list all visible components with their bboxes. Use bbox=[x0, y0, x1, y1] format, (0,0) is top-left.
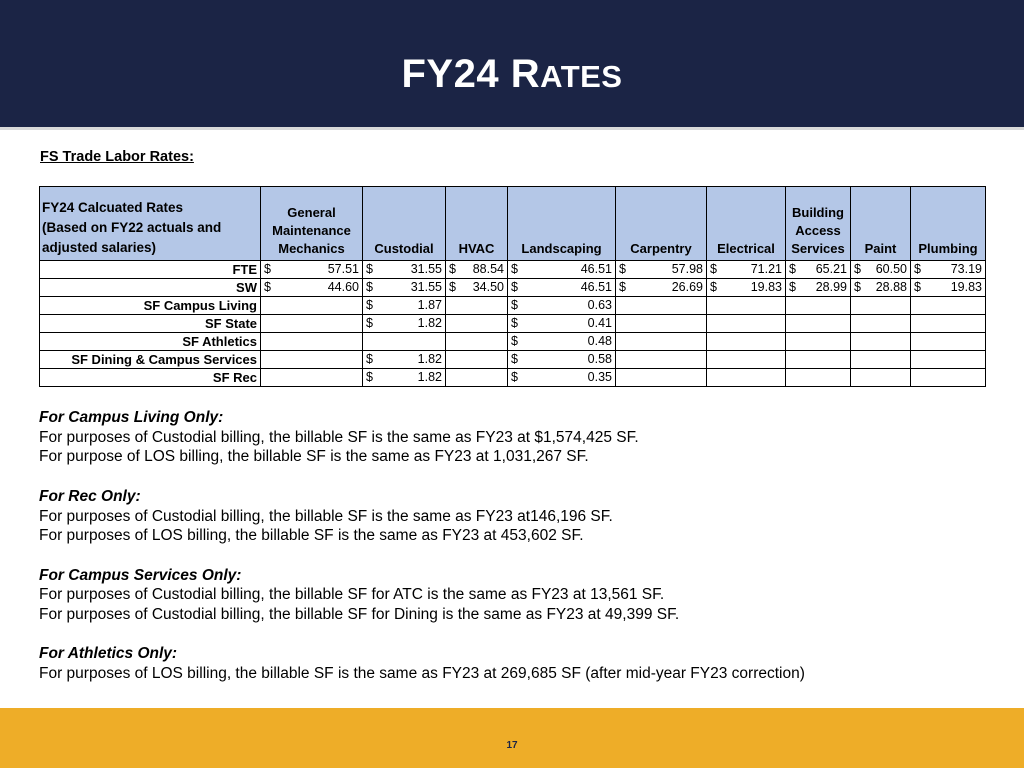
currency-symbol: $ bbox=[366, 262, 373, 276]
table-cell bbox=[911, 351, 986, 369]
table-cell bbox=[616, 351, 707, 369]
column-header-line: HVAC bbox=[458, 241, 495, 256]
table-cell bbox=[786, 297, 851, 315]
currency-symbol: $ bbox=[710, 262, 717, 276]
currency-symbol: $ bbox=[366, 370, 373, 384]
note-block bbox=[39, 408, 805, 467]
table-cell bbox=[508, 333, 616, 351]
note-block bbox=[39, 644, 805, 683]
note-line: For purposes of Custodial billing, the billable SF for ATC is the same as FY23 at 13,561 SF. bbox=[39, 586, 665, 604]
column-header bbox=[851, 187, 911, 261]
column-header-line: Maintenance bbox=[272, 223, 351, 238]
note-line: For purposes of Custodial billing, the billable SF is the same as FY23 at146,196 SF. bbox=[39, 507, 613, 525]
row-label: SF Campus Living bbox=[40, 297, 261, 315]
table-cell bbox=[261, 333, 363, 351]
table-cell bbox=[363, 297, 446, 315]
rates-table bbox=[39, 186, 986, 387]
rate-value: 0.35 bbox=[587, 370, 612, 384]
table-cell bbox=[911, 333, 986, 351]
table-row bbox=[40, 279, 986, 297]
rate-value: 19.83 bbox=[750, 280, 782, 294]
table-cell bbox=[707, 315, 786, 333]
table-cell bbox=[508, 351, 616, 369]
rate-value: 1.82 bbox=[417, 352, 442, 366]
table-cell bbox=[446, 261, 508, 279]
rate-value: 88.54 bbox=[472, 262, 504, 276]
note-line: For purposes of LOS billing, the billable SF is the same as FY23 at 453,602 SF. bbox=[39, 527, 584, 545]
table-cell bbox=[707, 351, 786, 369]
column-header-line: Mechanics bbox=[278, 241, 345, 256]
rate-value: 71.21 bbox=[750, 262, 782, 276]
note-heading: For Athletics Only: bbox=[39, 645, 178, 663]
row-label: SF State bbox=[40, 315, 261, 333]
currency-symbol: $ bbox=[511, 262, 518, 276]
table-cell bbox=[508, 279, 616, 297]
table-cell bbox=[786, 369, 851, 387]
currency-symbol: $ bbox=[511, 370, 518, 384]
column-header bbox=[616, 187, 707, 261]
column-header-line: Landscaping bbox=[521, 241, 602, 256]
table-cell bbox=[363, 315, 446, 333]
row-label: SF Athletics bbox=[40, 333, 261, 351]
currency-symbol: $ bbox=[366, 316, 373, 330]
rate-value: 65.21 bbox=[815, 262, 847, 276]
column-header-line: Paint bbox=[864, 241, 897, 256]
rate-value: 60.50 bbox=[875, 262, 907, 276]
note-heading: For Campus Services Only: bbox=[39, 566, 242, 584]
table-cell bbox=[851, 279, 911, 297]
column-header-line: Plumbing bbox=[918, 241, 978, 256]
table-cell bbox=[261, 315, 363, 333]
rate-value: 0.48 bbox=[587, 334, 612, 348]
table-cell bbox=[446, 315, 508, 333]
table-row bbox=[40, 297, 986, 315]
table-header-row bbox=[40, 187, 986, 261]
currency-symbol: $ bbox=[449, 262, 456, 276]
currency-symbol: $ bbox=[449, 280, 456, 294]
notes-section bbox=[39, 408, 805, 703]
currency-symbol: $ bbox=[710, 280, 717, 294]
currency-symbol: $ bbox=[366, 298, 373, 312]
table-cell bbox=[786, 333, 851, 351]
currency-symbol: $ bbox=[914, 262, 921, 276]
column-header bbox=[508, 187, 616, 261]
column-header bbox=[786, 187, 851, 261]
column-header bbox=[363, 187, 446, 261]
currency-symbol: $ bbox=[511, 334, 518, 348]
table-cell bbox=[446, 351, 508, 369]
table-cell bbox=[616, 369, 707, 387]
page-title bbox=[0, 50, 1024, 101]
table-cell bbox=[363, 261, 446, 279]
column-header-line: Electrical bbox=[717, 241, 775, 256]
rate-value: 0.63 bbox=[587, 298, 612, 312]
table-cell bbox=[911, 261, 986, 279]
currency-symbol: $ bbox=[366, 280, 373, 294]
note-line: For purposes of Custodial billing, the billable SF is the same as FY23 at $1,574,425 SF. bbox=[39, 428, 639, 446]
table-cell bbox=[363, 333, 446, 351]
rate-value: 0.58 bbox=[587, 352, 612, 366]
rate-value: 31.55 bbox=[410, 280, 442, 294]
table-row bbox=[40, 315, 986, 333]
rate-value: 46.51 bbox=[580, 262, 612, 276]
column-header bbox=[911, 187, 986, 261]
table-cell bbox=[261, 351, 363, 369]
row-label: SF Dining & Campus Services bbox=[40, 351, 261, 369]
table-cell bbox=[616, 333, 707, 351]
footer-bar bbox=[0, 708, 1024, 768]
row-label: FTE bbox=[40, 261, 261, 279]
rate-value: 57.98 bbox=[671, 262, 703, 276]
table-cell bbox=[851, 297, 911, 315]
table-cell bbox=[616, 315, 707, 333]
rate-value: 34.50 bbox=[472, 280, 504, 294]
currency-symbol: $ bbox=[854, 280, 861, 294]
rate-value: 0.41 bbox=[587, 316, 612, 330]
rate-value: 28.99 bbox=[815, 280, 847, 294]
table-cell bbox=[707, 261, 786, 279]
rate-value: 31.55 bbox=[410, 262, 442, 276]
table-cell bbox=[851, 369, 911, 387]
page-number: 17 bbox=[506, 740, 518, 751]
table-cell bbox=[363, 369, 446, 387]
row-label: SF Rec bbox=[40, 369, 261, 387]
table-cell bbox=[261, 279, 363, 297]
table-cell bbox=[851, 315, 911, 333]
title-small-caps: ATES bbox=[540, 59, 623, 94]
column-header bbox=[707, 187, 786, 261]
column-header bbox=[261, 187, 363, 261]
table-cell bbox=[508, 297, 616, 315]
table-cell bbox=[261, 261, 363, 279]
section-subtitle: FS Trade Labor Rates: bbox=[40, 149, 194, 165]
currency-symbol: $ bbox=[264, 262, 271, 276]
currency-symbol: $ bbox=[619, 262, 626, 276]
column-header-line: Building bbox=[792, 205, 844, 220]
column-header-line: Carpentry bbox=[630, 241, 692, 256]
table-cell bbox=[786, 351, 851, 369]
table-cell bbox=[616, 279, 707, 297]
rate-value: 1.82 bbox=[417, 316, 442, 330]
table-cell bbox=[851, 261, 911, 279]
table-cell bbox=[786, 315, 851, 333]
note-heading: For Rec Only: bbox=[39, 487, 141, 505]
note-line: For purposes of LOS billing, the billable SF is the same as FY23 at 269,685 SF (after mid-year FY23 correction) bbox=[39, 665, 805, 683]
rate-value: 19.83 bbox=[950, 280, 982, 294]
table-cell bbox=[363, 279, 446, 297]
corner-line: adjusted salaries) bbox=[42, 240, 157, 255]
currency-symbol: $ bbox=[789, 262, 796, 276]
rate-value: 73.19 bbox=[950, 262, 982, 276]
table-row bbox=[40, 261, 986, 279]
rate-value: 1.87 bbox=[417, 298, 442, 312]
currency-symbol: $ bbox=[511, 352, 518, 366]
note-line: For purposes of Custodial billing, the billable SF for Dining is the same as FY23 at 49,399 SF. bbox=[39, 606, 680, 623]
column-header-line: Access bbox=[795, 223, 841, 238]
currency-symbol: $ bbox=[264, 280, 271, 294]
table-cell bbox=[363, 351, 446, 369]
table-cell bbox=[446, 297, 508, 315]
table-cell bbox=[851, 351, 911, 369]
banner-divider bbox=[0, 127, 1024, 130]
table-row bbox=[40, 333, 986, 351]
currency-symbol: $ bbox=[511, 298, 518, 312]
table-cell bbox=[446, 279, 508, 297]
table-cell bbox=[616, 297, 707, 315]
table-cell bbox=[786, 261, 851, 279]
table-cell bbox=[508, 261, 616, 279]
currency-symbol: $ bbox=[619, 280, 626, 294]
table-cell bbox=[911, 369, 986, 387]
note-heading: For Campus Living Only: bbox=[39, 409, 224, 426]
row-label: SW bbox=[40, 279, 261, 297]
table-cell bbox=[446, 333, 508, 351]
table-cell bbox=[707, 297, 786, 315]
rate-value: 1.82 bbox=[417, 370, 442, 384]
table-row bbox=[40, 369, 986, 387]
table-cell bbox=[508, 315, 616, 333]
currency-symbol: $ bbox=[854, 262, 861, 276]
table-cell bbox=[911, 279, 986, 297]
title-main: FY24 R bbox=[401, 52, 541, 96]
table-cell bbox=[261, 297, 363, 315]
currency-symbol: $ bbox=[511, 316, 518, 330]
currency-symbol: $ bbox=[789, 280, 796, 294]
note-block bbox=[39, 487, 805, 546]
currency-symbol: $ bbox=[511, 280, 518, 294]
table-cell bbox=[707, 369, 786, 387]
table-cell bbox=[616, 261, 707, 279]
table-cell bbox=[707, 279, 786, 297]
rate-value: 46.51 bbox=[580, 280, 612, 294]
column-header bbox=[446, 187, 508, 261]
table-cell bbox=[446, 369, 508, 387]
rate-value: 26.69 bbox=[671, 280, 703, 294]
corner-line: FY24 Calcuated Rates bbox=[42, 200, 184, 215]
table-body bbox=[40, 261, 986, 387]
table-cell bbox=[261, 369, 363, 387]
rate-value: 44.60 bbox=[327, 280, 359, 294]
note-line: For purpose of LOS billing, the billable SF is the same as FY23 at 1,031,267 SF. bbox=[39, 448, 589, 466]
note-block bbox=[39, 566, 805, 625]
table-cell bbox=[707, 333, 786, 351]
table-cell bbox=[851, 333, 911, 351]
table-corner-header bbox=[40, 187, 261, 261]
table-cell bbox=[508, 369, 616, 387]
column-header-line: Custodial bbox=[374, 241, 434, 256]
rate-value: 28.88 bbox=[875, 280, 907, 294]
table-cell bbox=[786, 279, 851, 297]
currency-symbol: $ bbox=[366, 352, 373, 366]
corner-line: (Based on FY22 actuals and bbox=[42, 220, 222, 235]
rate-value: 57.51 bbox=[327, 262, 359, 276]
currency-symbol: $ bbox=[914, 280, 921, 294]
table-row bbox=[40, 351, 986, 369]
column-header-line: General bbox=[287, 205, 336, 220]
column-header-line: Services bbox=[791, 241, 845, 256]
table-cell bbox=[911, 297, 986, 315]
table-cell bbox=[911, 315, 986, 333]
